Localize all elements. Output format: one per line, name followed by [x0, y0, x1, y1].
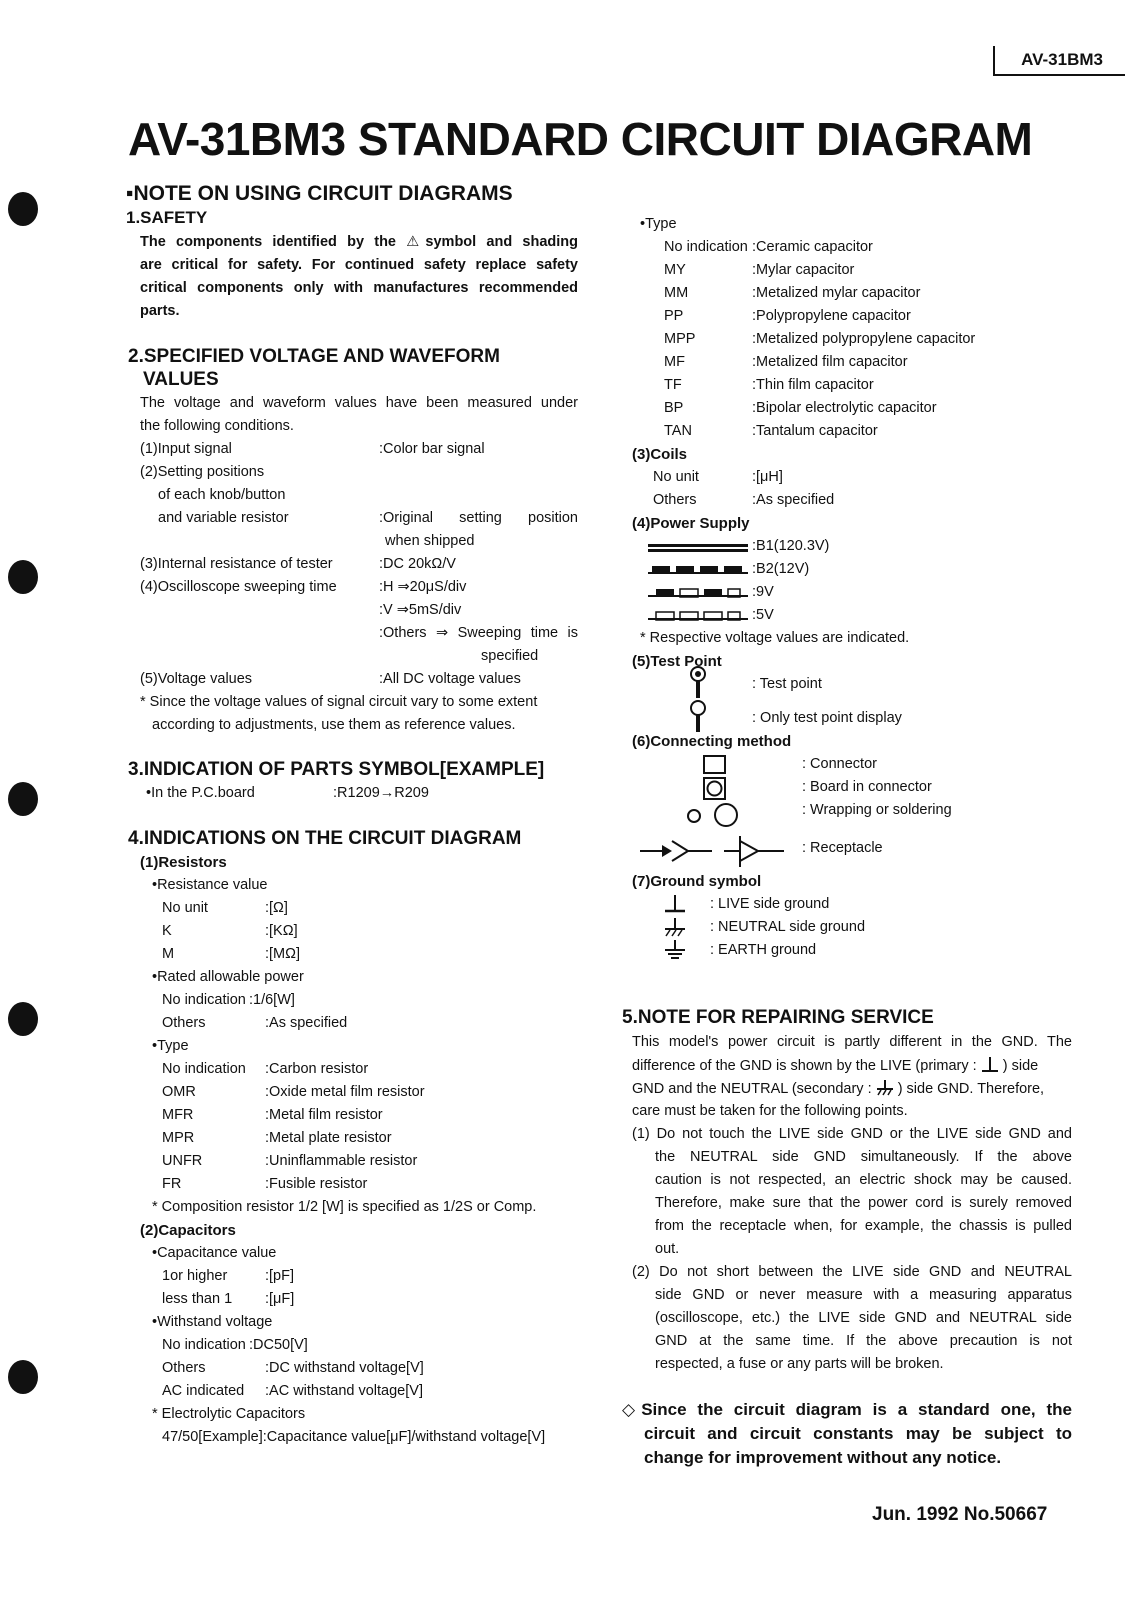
resistor-type-value: :Oxide metal film resistor [265, 1084, 425, 1100]
rated-power-heading: •Rated allowable power [152, 969, 304, 985]
resistor-type-value: :Metal plate resistor [265, 1130, 392, 1146]
condition-value: :H ⇒20μS/div [379, 579, 467, 595]
resistance-key: K [162, 923, 172, 939]
safety-text: parts. [140, 303, 180, 319]
repair-item-1: out. [655, 1241, 680, 1257]
capacitor-type-key: PP [664, 308, 684, 324]
header-rule [993, 74, 1125, 76]
condition-label: (2)Setting positions [140, 464, 265, 480]
binder-hole [8, 560, 38, 594]
electrolytic-note: * Electrolytic Capacitors [152, 1406, 306, 1422]
withstand-value: :DC withstand voltage[V] [265, 1360, 424, 1376]
withstand-value: :DC50[V] [249, 1337, 308, 1353]
resistance-unit: :[KΩ] [265, 923, 298, 939]
repair-text: difference of the GND is shown by the LIVE (primary : [632, 1058, 977, 1074]
condition-value: :Original setting position [379, 510, 578, 526]
capacitor-type-value: :Metalized mylar capacitor [752, 285, 921, 301]
repair-item-1: Therefore, make sure that the power cord is surely removed [655, 1195, 1072, 1211]
parts-symbol-value: :R1209→R209 [333, 785, 429, 801]
specified-heading: VALUES [143, 369, 219, 390]
capacitor-type-key: TF [664, 377, 682, 393]
ground-label: : EARTH ground [710, 942, 817, 958]
resistance-key: M [162, 946, 175, 962]
model-number: AV-31BM3 [1021, 50, 1103, 69]
condition-value: :All DC voltage values [379, 671, 521, 687]
resistor-type-key: MFR [162, 1107, 194, 1123]
repair-item-2: (2) Do not short between the LIVE side GND and NEUTRAL [632, 1264, 1072, 1280]
coil-value: :[μH] [752, 469, 783, 485]
condition-label: (4)Oscilloscope sweeping time [140, 579, 337, 595]
note-heading: ▪NOTE ON USING CIRCUIT DIAGRAMS [126, 182, 513, 205]
condition-value: :Color bar signal [379, 441, 485, 457]
b1-line-icon [648, 544, 748, 554]
connecting-label: : Connector [802, 756, 877, 772]
ground-label: : LIVE side ground [710, 896, 830, 912]
capacitance-unit: :[pF] [265, 1268, 295, 1284]
connecting-label: : Receptacle [802, 840, 883, 856]
repair-text: ) side [1002, 1058, 1039, 1074]
repair-item-2: side GND or never measure with a measuring apparatus [655, 1287, 1072, 1303]
repair-item-2: GND at the same time. If the above precaution is not [655, 1333, 1072, 1349]
repair-text: ) side GND. Therefore, [897, 1081, 1045, 1097]
withstand-key: No indication [162, 1337, 246, 1353]
test-point-heading: (5)Test Point [632, 653, 722, 670]
9v-line-icon [648, 588, 748, 598]
resistor-type-key: FR [162, 1176, 182, 1192]
repair-text: care must be taken for the following points. [632, 1103, 908, 1119]
power-key: No indication [162, 992, 246, 1008]
specified-note: according to adjustments, use them as reference values. [152, 717, 516, 733]
capacitor-type-value: :Bipolar electrolytic capacitor [752, 400, 937, 416]
repair-item-1: (1) Do not touch the LIVE side GND or the LIVE side GND and [632, 1126, 1072, 1142]
disclaimer-text: ◇Since the circuit diagram is a standard one, the [622, 1400, 1072, 1419]
resistor-type-heading: •Type [152, 1038, 189, 1054]
board-connector-icon [703, 777, 727, 801]
neutral-ground-icon [876, 1080, 894, 1096]
resistors-heading: (1)Resistors [140, 854, 227, 871]
b2-line-icon [648, 565, 748, 575]
withstand-key: AC indicated [162, 1383, 245, 1399]
capacitor-type-key: TAN [664, 423, 692, 439]
parts-symbol-label: •In the P.C.board [146, 785, 255, 801]
capacitors-heading: (2)Capacitors [140, 1222, 236, 1239]
condition-value: :V ⇒5mS/div [379, 602, 462, 618]
withstand-key: Others [162, 1360, 206, 1376]
binder-hole [8, 1360, 38, 1394]
repair-item-1: from the receptacle when, for example, the chassis is pulled [655, 1218, 1072, 1234]
parts-symbol-heading: 3.INDICATION OF PARTS SYMBOL[EXAMPLE] [128, 759, 545, 780]
condition-label: and variable resistor [158, 510, 289, 526]
test-point-label: : Only test point display [752, 710, 902, 726]
power-supply-note: * Respective voltage values are indicated. [640, 630, 910, 646]
header-rule [993, 46, 995, 76]
safety-heading: 1.SAFETY [126, 208, 208, 227]
capacitor-type-key: No indication [664, 239, 748, 255]
capacitor-type-key: BP [664, 400, 684, 416]
coil-key: No unit [653, 469, 699, 485]
resistor-type-key: UNFR [162, 1153, 203, 1169]
capacitor-type-key: MF [664, 354, 685, 370]
connecting-heading: (6)Connecting method [632, 733, 792, 750]
safety-text: The components identified by the ⚠symbol and shading [140, 234, 578, 250]
repair-item-1: caution is not respected, an electric shock may be caused. [655, 1172, 1072, 1188]
coil-value: :As specified [752, 492, 835, 508]
test-point-label: : Test point [752, 676, 822, 692]
capacitor-type-heading: •Type [640, 216, 677, 232]
capacitor-type-value: :Ceramic capacitor [752, 239, 873, 255]
repair-text: GND and the NEUTRAL (secondary : [632, 1081, 872, 1097]
capacitor-type-value: :Thin film capacitor [752, 377, 874, 393]
power-supply-value: :5V [752, 607, 774, 623]
repair-text: This model's power circuit is partly different in the GND. The [632, 1034, 1072, 1050]
capacitance-key: less than 1 [162, 1291, 233, 1307]
capacitance-unit: :[μF] [265, 1291, 295, 1307]
power-supply-heading: (4)Power Supply [632, 515, 750, 532]
capacitor-type-value: :Mylar capacitor [752, 262, 855, 278]
resistor-type-value: :Metal film resistor [265, 1107, 383, 1123]
resistor-type-key: No indication [162, 1061, 246, 1077]
binder-hole [8, 192, 38, 226]
capacitance-value-heading: •Capacitance value [152, 1245, 277, 1261]
capacitor-type-value: :Metalized film capacitor [752, 354, 908, 370]
condition-label: (3)Internal resistance of tester [140, 556, 333, 572]
resistor-note: * Composition resistor 1/2 [W] is specified as 1/2S or Comp. [152, 1199, 537, 1215]
power-value: :1/6[W] [249, 992, 295, 1008]
resistor-type-key: MPR [162, 1130, 195, 1146]
electrolytic-note: 47/50[Example]:Capacitance value[μF]/withstand voltage[V] [162, 1429, 546, 1445]
condition-label: (1)Input signal [140, 441, 232, 457]
capacitor-type-key: MPP [664, 331, 696, 347]
withstand-heading: •Withstand voltage [152, 1314, 273, 1330]
capacitor-type-key: MY [664, 262, 686, 278]
binder-hole [8, 1002, 38, 1036]
specified-text: the following conditions. [140, 418, 294, 434]
disclaimer-text: change for improvement without any notice. [644, 1448, 1002, 1467]
resistance-unit: :[Ω] [265, 900, 288, 916]
capacitor-type-value: :Tantalum capacitor [752, 423, 878, 439]
binder-hole [8, 782, 38, 816]
neutral-ground-icon [664, 917, 686, 937]
power-supply-value: :B1(120.3V) [752, 538, 830, 554]
withstand-value: :AC withstand voltage[V] [265, 1383, 423, 1399]
resistor-type-key: OMR [162, 1084, 196, 1100]
condition-value: specified [481, 648, 539, 664]
repair-item-2: respected, a fuse or any parts will be broken. [655, 1356, 944, 1372]
safety-text: critical components only with manufactures recommended [140, 280, 578, 296]
condition-value: when shipped [385, 533, 475, 549]
connector-icon [703, 755, 727, 775]
resistance-unit: :[MΩ] [265, 946, 301, 962]
capacitor-type-value: :Metalized polypropylene capacitor [752, 331, 976, 347]
power-supply-value: :B2(12V) [752, 561, 810, 577]
capacitor-type-value: :Polypropylene capacitor [752, 308, 911, 324]
repair-heading: 5.NOTE FOR REPAIRING SERVICE [622, 1007, 934, 1028]
specified-text: The voltage and waveform values have been measured under [140, 395, 578, 411]
live-ground-icon [664, 894, 686, 914]
coils-heading: (3)Coils [632, 446, 688, 463]
ground-heading: (7)Ground symbol [632, 873, 762, 890]
resistance-value-heading: •Resistance value [152, 877, 268, 893]
page-title: AV-31BM3 STANDARD CIRCUIT DIAGRAM [128, 113, 1033, 165]
earth-ground-icon [664, 939, 686, 961]
receptacle-icon [640, 833, 786, 871]
disclaimer-text: circuit and circuit constants may be subject to [644, 1424, 1072, 1443]
wrapping-soldering-icon [686, 802, 746, 828]
coil-key: Others [653, 492, 697, 508]
condition-value: :DC 20kΩ/V [379, 556, 456, 572]
connecting-label: : Board in connector [802, 779, 932, 795]
repair-text [632, 1080, 1044, 1097]
indications-heading: 4.INDICATIONS ON THE CIRCUIT DIAGRAM [128, 828, 522, 849]
repair-item-1: the NEUTRAL side GND simultaneously. If the above [655, 1149, 1072, 1165]
specified-heading: 2.SPECIFIED VOLTAGE AND WAVEFORM [128, 346, 500, 367]
repair-text [632, 1057, 1038, 1074]
capacitance-key: 1or higher [162, 1268, 228, 1284]
specified-note: * Since the voltage values of signal circuit vary to some extent [140, 694, 538, 710]
resistor-type-value: :Fusible resistor [265, 1176, 368, 1192]
condition-value: :Others ⇒ Sweeping time is [379, 625, 578, 641]
repair-item-2: (oscilloscope, etc.) the LIVE side GND and NEUTRAL side [655, 1310, 1072, 1326]
condition-label: of each knob/button [158, 487, 286, 503]
condition-label: (5)Voltage values [140, 671, 253, 687]
live-ground-icon [981, 1057, 999, 1073]
resistor-type-value: :Carbon resistor [265, 1061, 369, 1077]
connecting-label: : Wrapping or soldering [802, 802, 952, 818]
capacitor-type-key: MM [664, 285, 689, 301]
power-value: :As specified [265, 1015, 348, 1031]
resistor-type-value: :Uninflammable resistor [265, 1153, 418, 1169]
resistance-key: No unit [162, 900, 208, 916]
safety-text: are critical for safety. For continued safety replace safety [140, 257, 578, 273]
ground-label: : NEUTRAL side ground [710, 919, 866, 935]
power-supply-value: :9V [752, 584, 774, 600]
power-key: Others [162, 1015, 206, 1031]
footer-doc-number: Jun. 1992 No.50667 [872, 1504, 1048, 1525]
5v-line-icon [648, 611, 748, 621]
